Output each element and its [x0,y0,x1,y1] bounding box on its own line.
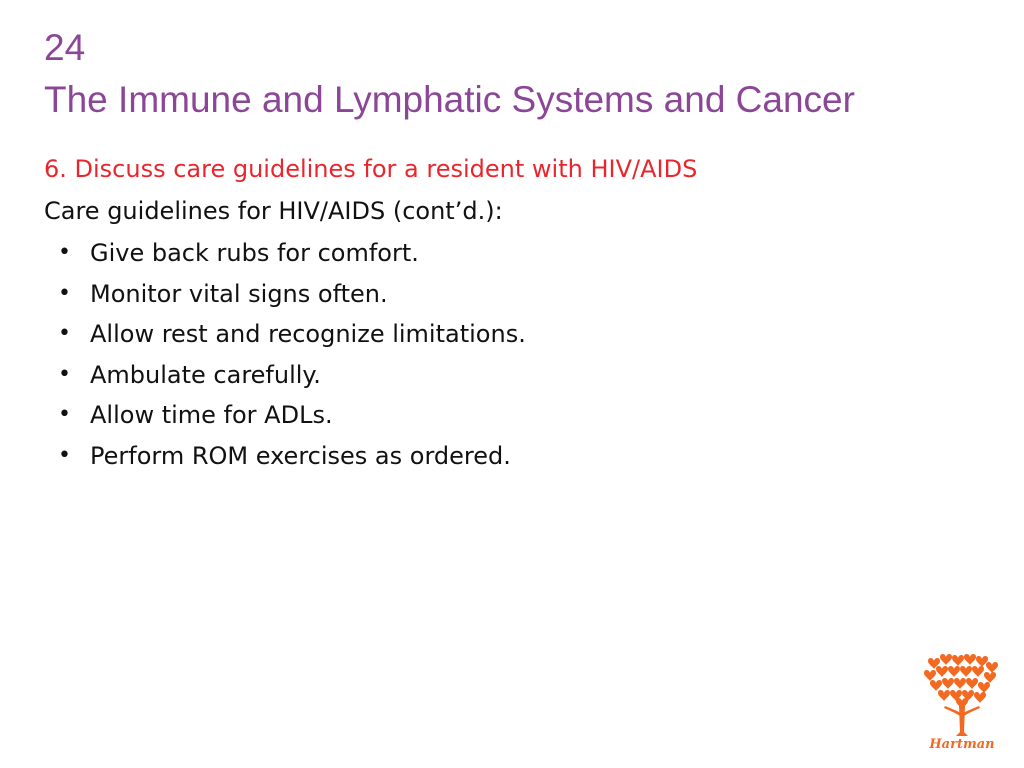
chapter-title: The Immune and Lymphatic Systems and Cancer [44,79,855,120]
chapter-number: 24 [44,27,86,68]
list-item [58,319,526,360]
list-item [58,279,526,320]
bullet-icon: • [58,442,71,468]
bullet-icon: • [58,402,71,428]
list-item-text: Monitor vital signs often. [90,279,388,308]
bullet-icon: • [58,280,71,306]
list-item [58,400,526,441]
list-item-text: Give back rubs for comfort. [90,239,419,267]
list-item-text: Perform ROM exercises as ordered. [90,441,511,470]
guidelines-list [58,238,526,482]
bullet-icon: • [58,321,71,347]
list-item [58,238,526,279]
hartman-logo-text: Hartman [929,737,995,752]
learning-objective: 6. Discuss care guidelines for a resident with HIV/AIDS [44,155,698,183]
list-item-text: Allow rest and recognize limitations. [90,320,526,349]
bullet-icon: • [58,361,71,387]
bullet-icon: • [58,240,71,265]
list-item [58,441,526,482]
list-item [58,360,526,401]
list-item-text: Ambulate carefully. [90,360,321,389]
list-item-text: Allow time for ADLs. [90,401,333,430]
section-intro: Care guidelines for HIV/AIDS (cont’d.): [44,197,503,225]
